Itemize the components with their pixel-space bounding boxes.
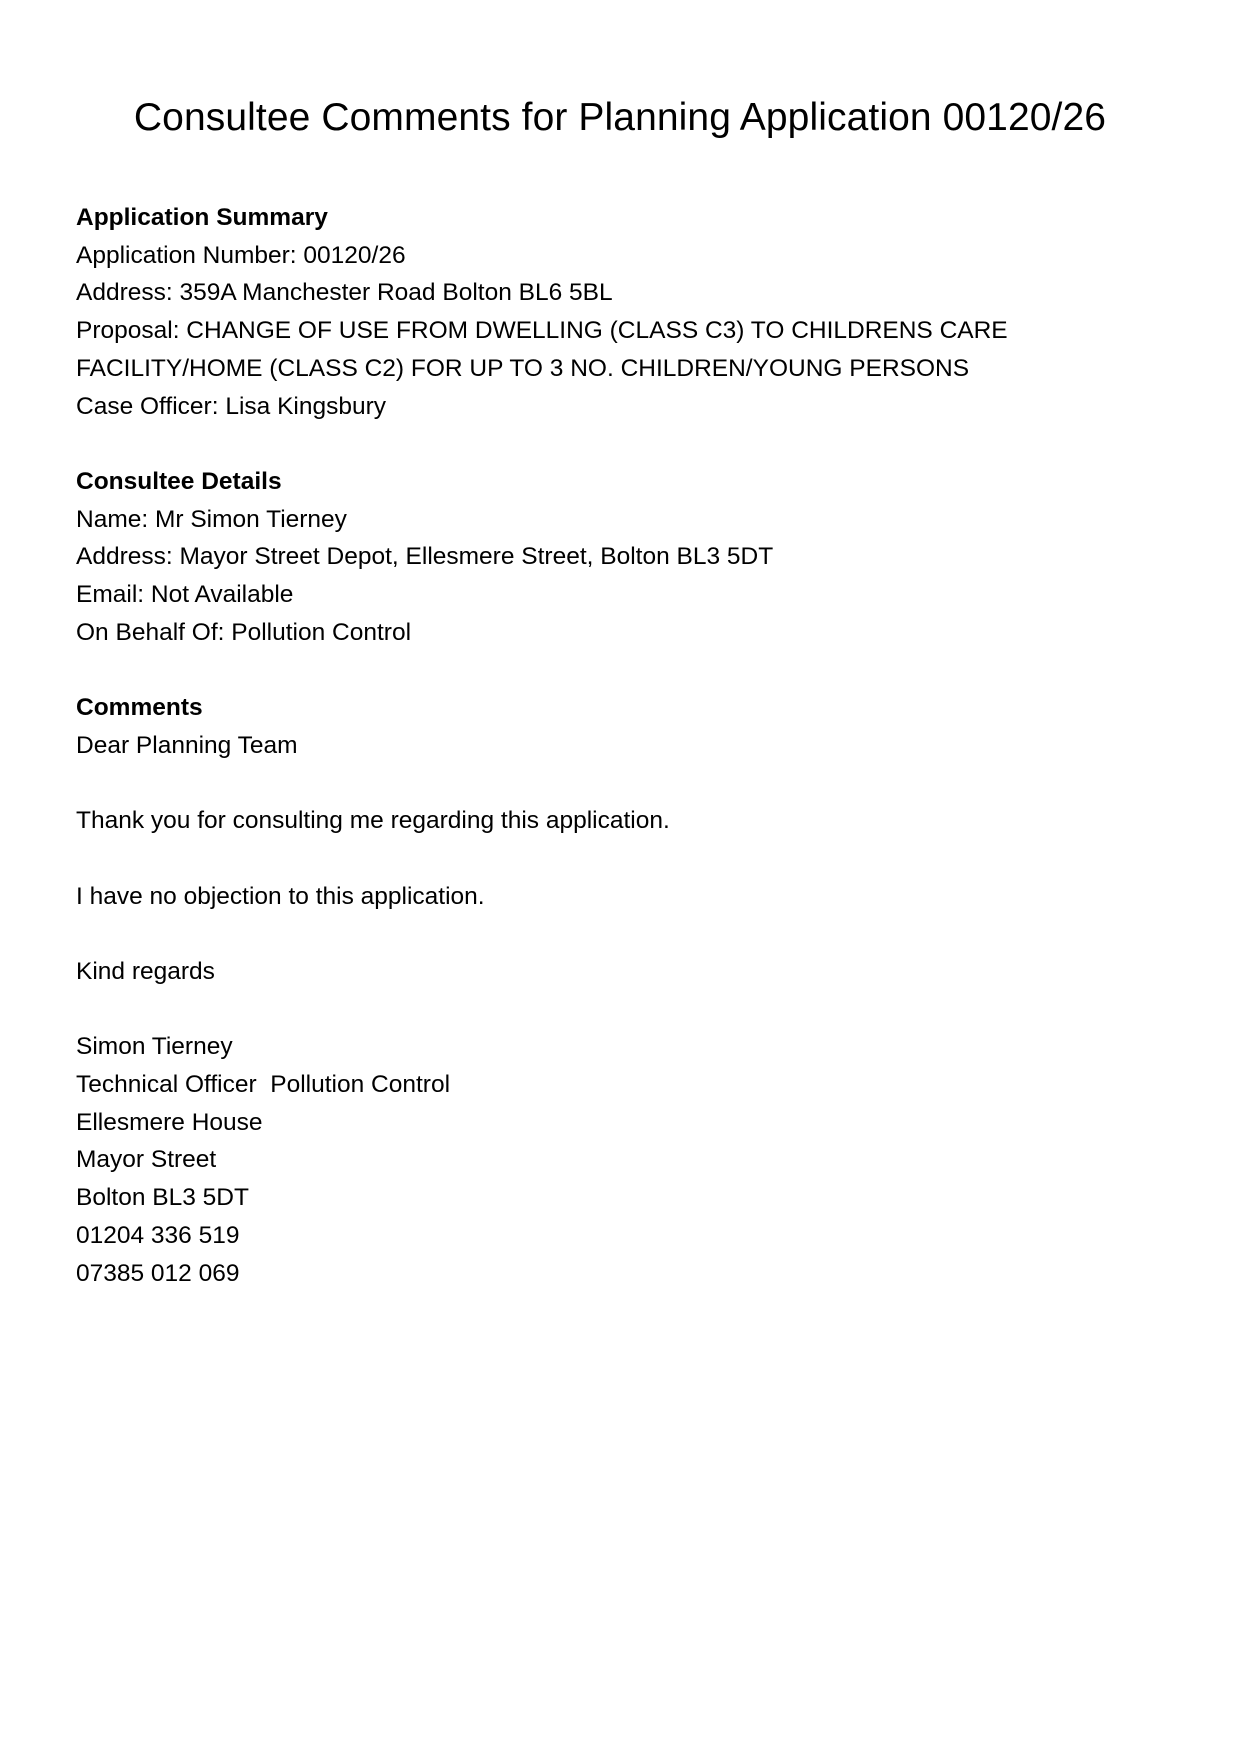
consultee-details-section (76, 463, 1176, 652)
consultee-details-heading: Consultee Details (76, 467, 282, 495)
signature-street: Mayor Street (76, 1146, 217, 1174)
proposal-line-1: Proposal: CHANGE OF USE FROM DWELLING (CLASS C3) TO CHILDRENS CARE (76, 317, 1008, 345)
document-body (76, 199, 1176, 1292)
signature-block (76, 1028, 1176, 1292)
spacer (76, 840, 1176, 878)
comments-heading: Comments (76, 694, 203, 722)
signature-phone-1: 01204 336 519 (76, 1221, 240, 1249)
consultee-email: Email: Not Available (76, 581, 294, 609)
comments-section (76, 689, 1176, 1292)
page-title: Consultee Comments for Planning Application 00120/26 (133, 96, 1107, 139)
consultee-on-behalf-of: On Behalf Of: Pollution Control (76, 618, 412, 646)
comments-paragraph-1: Thank you for consulting me regarding this application. (76, 807, 670, 835)
comments-closing: Kind regards (76, 957, 215, 985)
application-summary-section (76, 199, 1176, 425)
proposal-line-2: FACILITY/HOME (CLASS C2) FOR UP TO 3 NO. CHILDREN/YOUNG PERSONS (76, 354, 970, 382)
spacer (76, 651, 1176, 689)
consultee-name: Name: Mr Simon Tierney (76, 505, 347, 533)
signature-building: Ellesmere House (76, 1108, 263, 1136)
case-officer: Case Officer: Lisa Kingsbury (76, 392, 387, 420)
consultee-address: Address: Mayor Street Depot, Ellesmere Street, Bolton BL3 5DT (76, 543, 774, 571)
comments-salutation: Dear Planning Team (76, 731, 298, 759)
signature-phone-2: 07385 012 069 (76, 1259, 240, 1287)
signature-town: Bolton BL3 5DT (76, 1184, 249, 1212)
spacer (76, 765, 1176, 803)
spacer (76, 425, 1176, 463)
spacer (76, 915, 1176, 953)
signature-title: Technical Officer Pollution Control (76, 1071, 451, 1099)
signature-name: Simon Tierney (76, 1033, 233, 1061)
application-number: Application Number: 00120/26 (76, 241, 406, 269)
application-address: Address: 359A Manchester Road Bolton BL6 5BL (76, 279, 613, 307)
comments-paragraph-2: I have no objection to this application. (76, 882, 485, 910)
spacer (76, 991, 1176, 1029)
application-summary-heading: Application Summary (76, 204, 328, 231)
